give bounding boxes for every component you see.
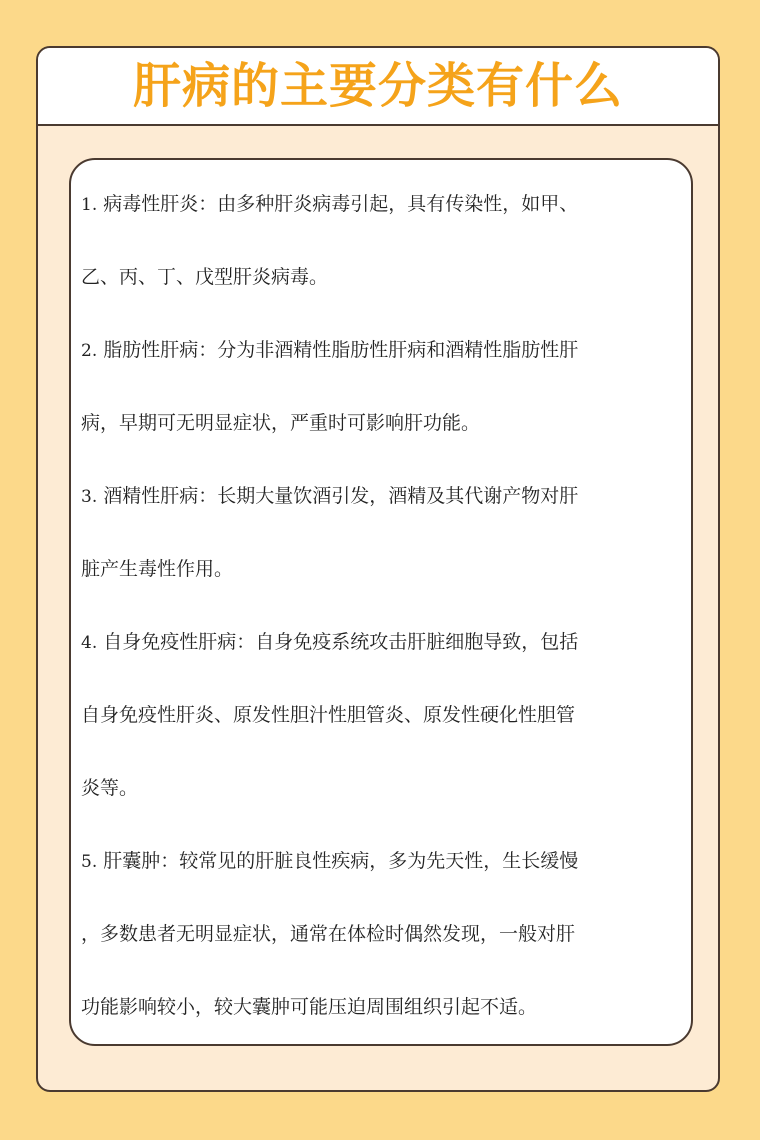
item-5-text-3: 功能影响较小，较大囊肿可能压迫周围组织引起不适。 [81,996,538,1018]
item-2-text-2: 病，早期可无明显症状，严重时可影响肝功能。 [81,412,481,434]
item-3-line-1 [81,460,685,533]
item-5-line-1 [81,825,685,898]
item-4-text-1: 自身免疫性肝病：自身免疫系统攻击肝脏细胞导致，包括 [103,631,579,653]
info-card [36,46,720,1092]
item-3-text-2: 脏产生毒性作用。 [81,558,234,580]
content-panel [69,158,693,1046]
item-1-line-2 [81,241,685,314]
item-1-number: 1. [81,195,98,215]
item-4-line-2 [81,679,685,752]
item-2-line-1 [81,314,685,387]
item-3-text-1: 酒精性肝病：长期大量饮酒引发，酒精及其代谢产物对肝 [103,485,579,507]
item-3-line-2 [81,533,685,606]
item-4-text-3: 炎等。 [81,777,139,799]
item-4-line-1 [81,606,685,679]
item-5-number: 5. [81,852,98,872]
item-3-number: 3. [81,487,98,507]
item-1-text-2: 乙、丙、丁、戊型肝炎病毒。 [81,266,329,288]
item-4-line-3 [81,752,685,825]
item-2-number: 2. [81,341,98,361]
item-4-number: 4. [81,633,98,653]
title-bar [38,48,718,126]
item-5-line-2 [81,898,685,971]
item-5-text-1: 肝囊肿：较常见的肝脏良性疾病，多为先天性，生长缓慢 [103,850,579,872]
item-2-text-1: 脂肪性肝病：分为非酒精性脂肪性肝病和酒精性脂肪性肝 [103,339,579,361]
item-1-text-1: 病毒性肝炎：由多种肝炎病毒引起，具有传染性，如甲、 [103,193,579,215]
item-1-line-1 [81,168,685,241]
item-5-line-3 [81,971,685,1044]
item-4-text-2: 自身免疫性肝炎、原发性胆汁性胆管炎、原发性硬化性胆管 [81,704,576,726]
page-title: 肝病的主要分类有什么 [132,58,623,114]
item-2-line-2 [81,387,685,460]
item-5-text-2: ，多数患者无明显症状，通常在体检时偶然发现，一般对肝 [81,923,576,945]
